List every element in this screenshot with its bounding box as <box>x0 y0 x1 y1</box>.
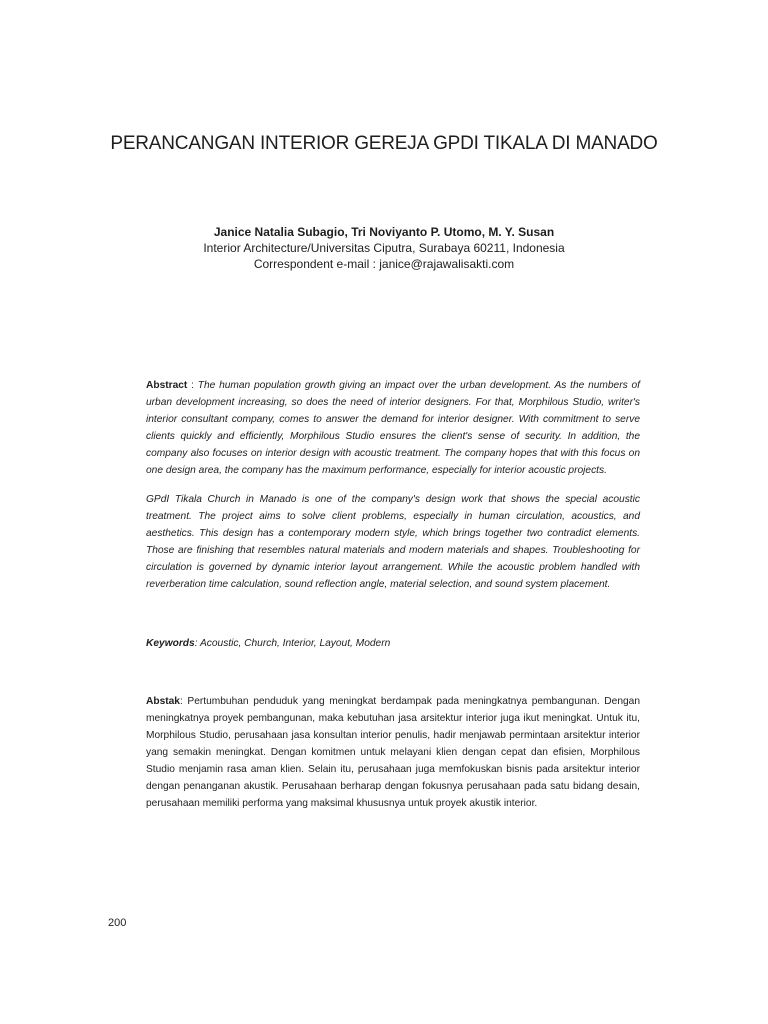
author-block <box>0 224 768 272</box>
abstak-label: Abstak <box>146 696 180 707</box>
abstract-indonesian <box>146 693 640 812</box>
correspondent-email: Correspondent e-mail : janice@rajawalisakti.com <box>253 257 515 271</box>
author-affiliation: Interior Architecture/Universitas Ciputra, Surabaya 60211, Indonesia <box>203 241 565 255</box>
keywords-list: Acoustic, Church, Interior, Layout, Modern <box>200 638 391 649</box>
keywords <box>146 635 640 652</box>
keywords-separator: : <box>194 638 200 649</box>
author-names: Janice Natalia Subagio, Tri Noviyanto P. Utomo, M. Y. Susan <box>213 225 555 239</box>
abstract-label: Abstract <box>146 380 188 391</box>
abstract-separator: : <box>187 380 198 391</box>
keywords-label: Keywords <box>146 638 195 649</box>
abstract-english <box>146 377 640 479</box>
abstak-text: Pertumbuhan penduduk yang meningkat berdampak pada meningkatnya pembangunan. Dengan meningkatnya proyek pembangunan, maka kebutuhan jasa arsitektur interior juga ikut meningkat. Untuk itu, Morphilous Studio, perusahaan jasa konsultan interior penulis, hadir menjawab permintaan arsitektur interior yang semakin meningkat. Dengan komitmen untuk melayani klien dengan cepat dan efisien, Morphilous Studio menjamin rasa aman klien. Selain itu, perusahaan juga memfokuskan bisnis pada arsitektur interior dengan penanganan akustik. Perusahaan berharap dengan fokusnya perusahaan pada satu bidang desain, perusahaan memiliki performa yang maksimal khususnya untuk proyek akustik interior. <box>146 696 640 809</box>
abstract-paragraph-1: The human population growth giving an impact over the urban development. As the numbers of urban development increasing, so does the need of interior designers. For that, Morphilous Studio, writer's interior consultant company, comes to answer the demand for interior designer. With commitment to serve clients quickly and efficiently, Morphilous Studio ensures the client's sense of security. In addition, the company also focuses on interior design with acoustic treatment. The company hopes that with this focus on one design area, the company has the maximum performance, especially for interior acoustic projects. <box>146 380 640 476</box>
paper-title: PERANCANGAN INTERIOR GEREJA GPDI TIKALA DI MANADO <box>110 133 658 154</box>
page-number: 200 <box>108 917 127 929</box>
abstract-english-paragraph-2 <box>146 491 640 593</box>
abstract-paragraph-2: GPdI Tikala Church in Manado is one of the company's design work that shows the special acoustic treatment. The project aims to solve client problems, especially in human circulation, acoustics, and aesthetics. This design has a contemporary modern style, which brings together two contradict elements. Those are finishing that resembles natural materials and modern materials and shapes. Troubleshooting for circulation is governed by dynamic interior layout arrangement. While the acoustic problem handled with reverberation time calculation, sound reflection angle, material selection, and sound system placement. <box>146 494 640 590</box>
abstak-separator: : <box>179 696 188 707</box>
